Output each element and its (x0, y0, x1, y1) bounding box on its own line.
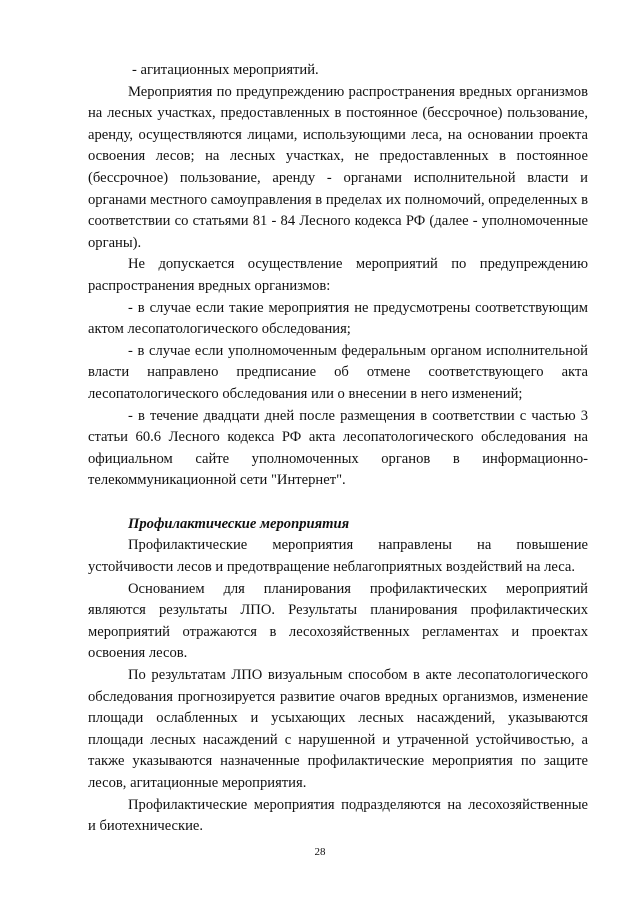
list-item-cancellation-order: - в случае если уполномоченным федеральным органом исполнительной власти направлено предписание об отмене соответствующего акта лесопатологического обследования или о внесении в него изменений; (88, 342, 588, 402)
paragraph-measures-division: Профилактические мероприятия подразделяются на лесохозяйственные и биотехнические. (88, 796, 588, 835)
list-item-twenty-days: - в течение двадцати дней после размещения в соответствии с частью 3 статьи 60.6 Лесного кодекса РФ акта лесопатологического обследования на официальном сайте уполномоченных органов в информационно-телекоммуникационной сети "Интернет". (88, 407, 588, 489)
list-item-not-in-act: - в случае если такие мероприятия не предусмотрены соответствующим актом лесопатологического обследования; (88, 299, 588, 338)
document-body (88, 60, 588, 838)
section-heading: Профилактические мероприятия (128, 515, 350, 532)
paragraph-not-allowed-intro: Не допускается осуществление мероприятий по предупреждению распространения вредных организмов: (88, 256, 588, 294)
paragraph-measures-responsibility: Мероприятия по предупреждению распространения вредных организмов на лесных участках, предоставленных в постоянное (бессрочное) пользование, аренду, осуществляются лицами, использующими леса, на основании проекта освоения лесов; на лесных участках, не предоставленных в постоянное (бессрочное) пользование, аренду - органами исполнительной власти и органами местного самоуправления в пределах их полномочий, определенных в соответствии со статьями 81 - 84 Лесного кодекса РФ (далее - уполномоченные органы). (88, 83, 588, 251)
paragraph-lpo-results: По результатам ЛПО визуальным способом в акте лесопатологического обследования прогнозируется развитие очагов вредных организмов, изменение площади ослабленных и усыхающих лесных насаждений, указываются площади лесных насаждений с нарушенной и утраченной устойчивостью, а также указываются назначенные профилактические мероприятия по защите лесов, агитационные мероприятия. (88, 667, 588, 791)
section-spacer (88, 492, 588, 514)
page-number: 28 (314, 846, 326, 858)
paragraph-preventive-purpose: Профилактические мероприятия направлены на повышение устойчивости лесов и предотвращение неблагоприятных воздействий на леса. (88, 537, 588, 576)
paragraph-agitation-item: - агитационных мероприятий. (132, 62, 319, 78)
paragraph-planning-basis: Основанием для планирования профилактических мероприятий являются результаты ЛПО. Результаты планирования профилактических мероприятий отражаются в лесохозяйственных регламентах и проектах освоения лесов. (88, 580, 588, 662)
